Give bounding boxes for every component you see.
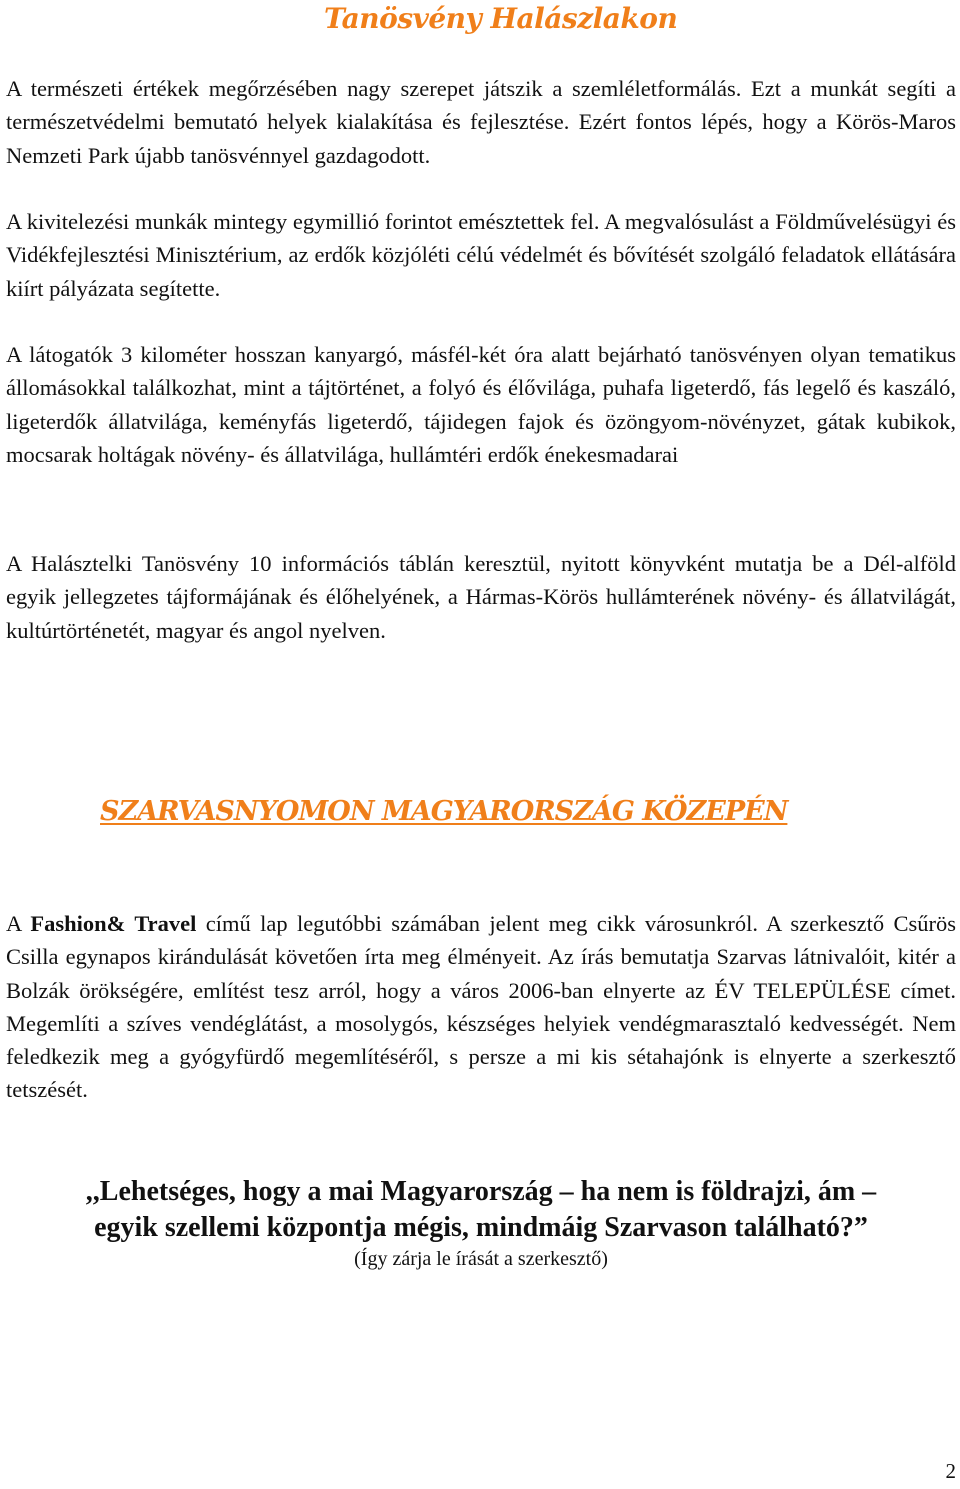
quote-caption: (Így zárja le írását a szerkesztő) [354, 1248, 608, 1270]
quote-line-1: ,,Lehetséges, hogy a mai Magyarország – ha nem is földrajzi, ám – [85, 1176, 877, 1207]
paragraph-funding: A kivitelezési munkák mintegy egymillió forintot emésztettek fel. A megvalósulást a Földművelésügyi és Vidékfejlesztési Minisztérium, az erdők közjóléti célú védelmét és bővítését szolgáló feladatok ellátására kiírt pályázata segítette. [6, 209, 956, 301]
magazine-name: Fashion& Travel [30, 911, 197, 936]
paragraph-info-boards: A Halásztelki Tanösvény 10 információs táblán keresztül, nyitott könyvként mutatja be a Dél-alföld egyik jellegzetes tájformájának és élőhelyének, a Hármas-Körös hullámterének növény- és állatvilágát, kultúrtörténetét, magyar és angol nyelven. [6, 551, 956, 643]
article-text-rest: című lap legutóbbi számában jelent meg cikk városunkról. A szerkesztő Csűrös Csilla egynapos kirándulását követően írta meg élményeit. Az írás bemutatja Szarvas látnivalóit, kitér a Bolzák örökségére, említést tesz arról, hogy a város 2006-ban elnyerte az ÉV TELEPÜLÉSE címet. Megemlíti a szíves vendéglátást, a mosolygós, készséges helyiek vendégmarasztaló kedvességét. Nem feledkezik meg a gyógyfürdő megemlítéséről, s persze a mi kis sétahajónk is elnyerte a szerkesztő tetszését. [6, 911, 956, 1103]
quote-line-2: egyik szellemi központja mégis, mindmáig Szarvason található?” [94, 1212, 868, 1243]
article-text-start: A [6, 911, 31, 936]
paragraph-stations: A látogatók 3 kilométer hosszan kanyargó, másfél-két óra alatt bejárható tanösvényen olyan tematikus állomásokkal találkozhat, mint a tájtörténet, a folyó és élővilága, puhafa ligeterdő, fás legelő és kaszáló, ligeterdők állatvilága, keményfás ligeterdő, tájidegen fajok és özöngyom-növényzet, gátak kubikok, mocsarak holtágak növény- és állatvilága, hullámtéri erdők énekesmadarai [6, 342, 956, 467]
page-title: Tanösvény Halászlakon [324, 2, 678, 35]
closing-quote [6, 1174, 956, 1246]
paragraph-article [6, 907, 956, 1107]
section-title: SZARVASNYOMON MAGYARORSZÁG KÖZEPÉN [100, 796, 788, 827]
paragraph-intro: A természeti értékek megőrzésében nagy szerepet játszik a szemléletformálás. Ezt a munkát segíti a természetvédelmi bemutató helyek kialakítása és fejlesztése. Ezért fontos lépés, hogy a Körös-Maros Nemzeti Park újabb tanösvénnyel gazdagodott. [6, 76, 956, 168]
page-number: 2 [945, 1459, 956, 1483]
